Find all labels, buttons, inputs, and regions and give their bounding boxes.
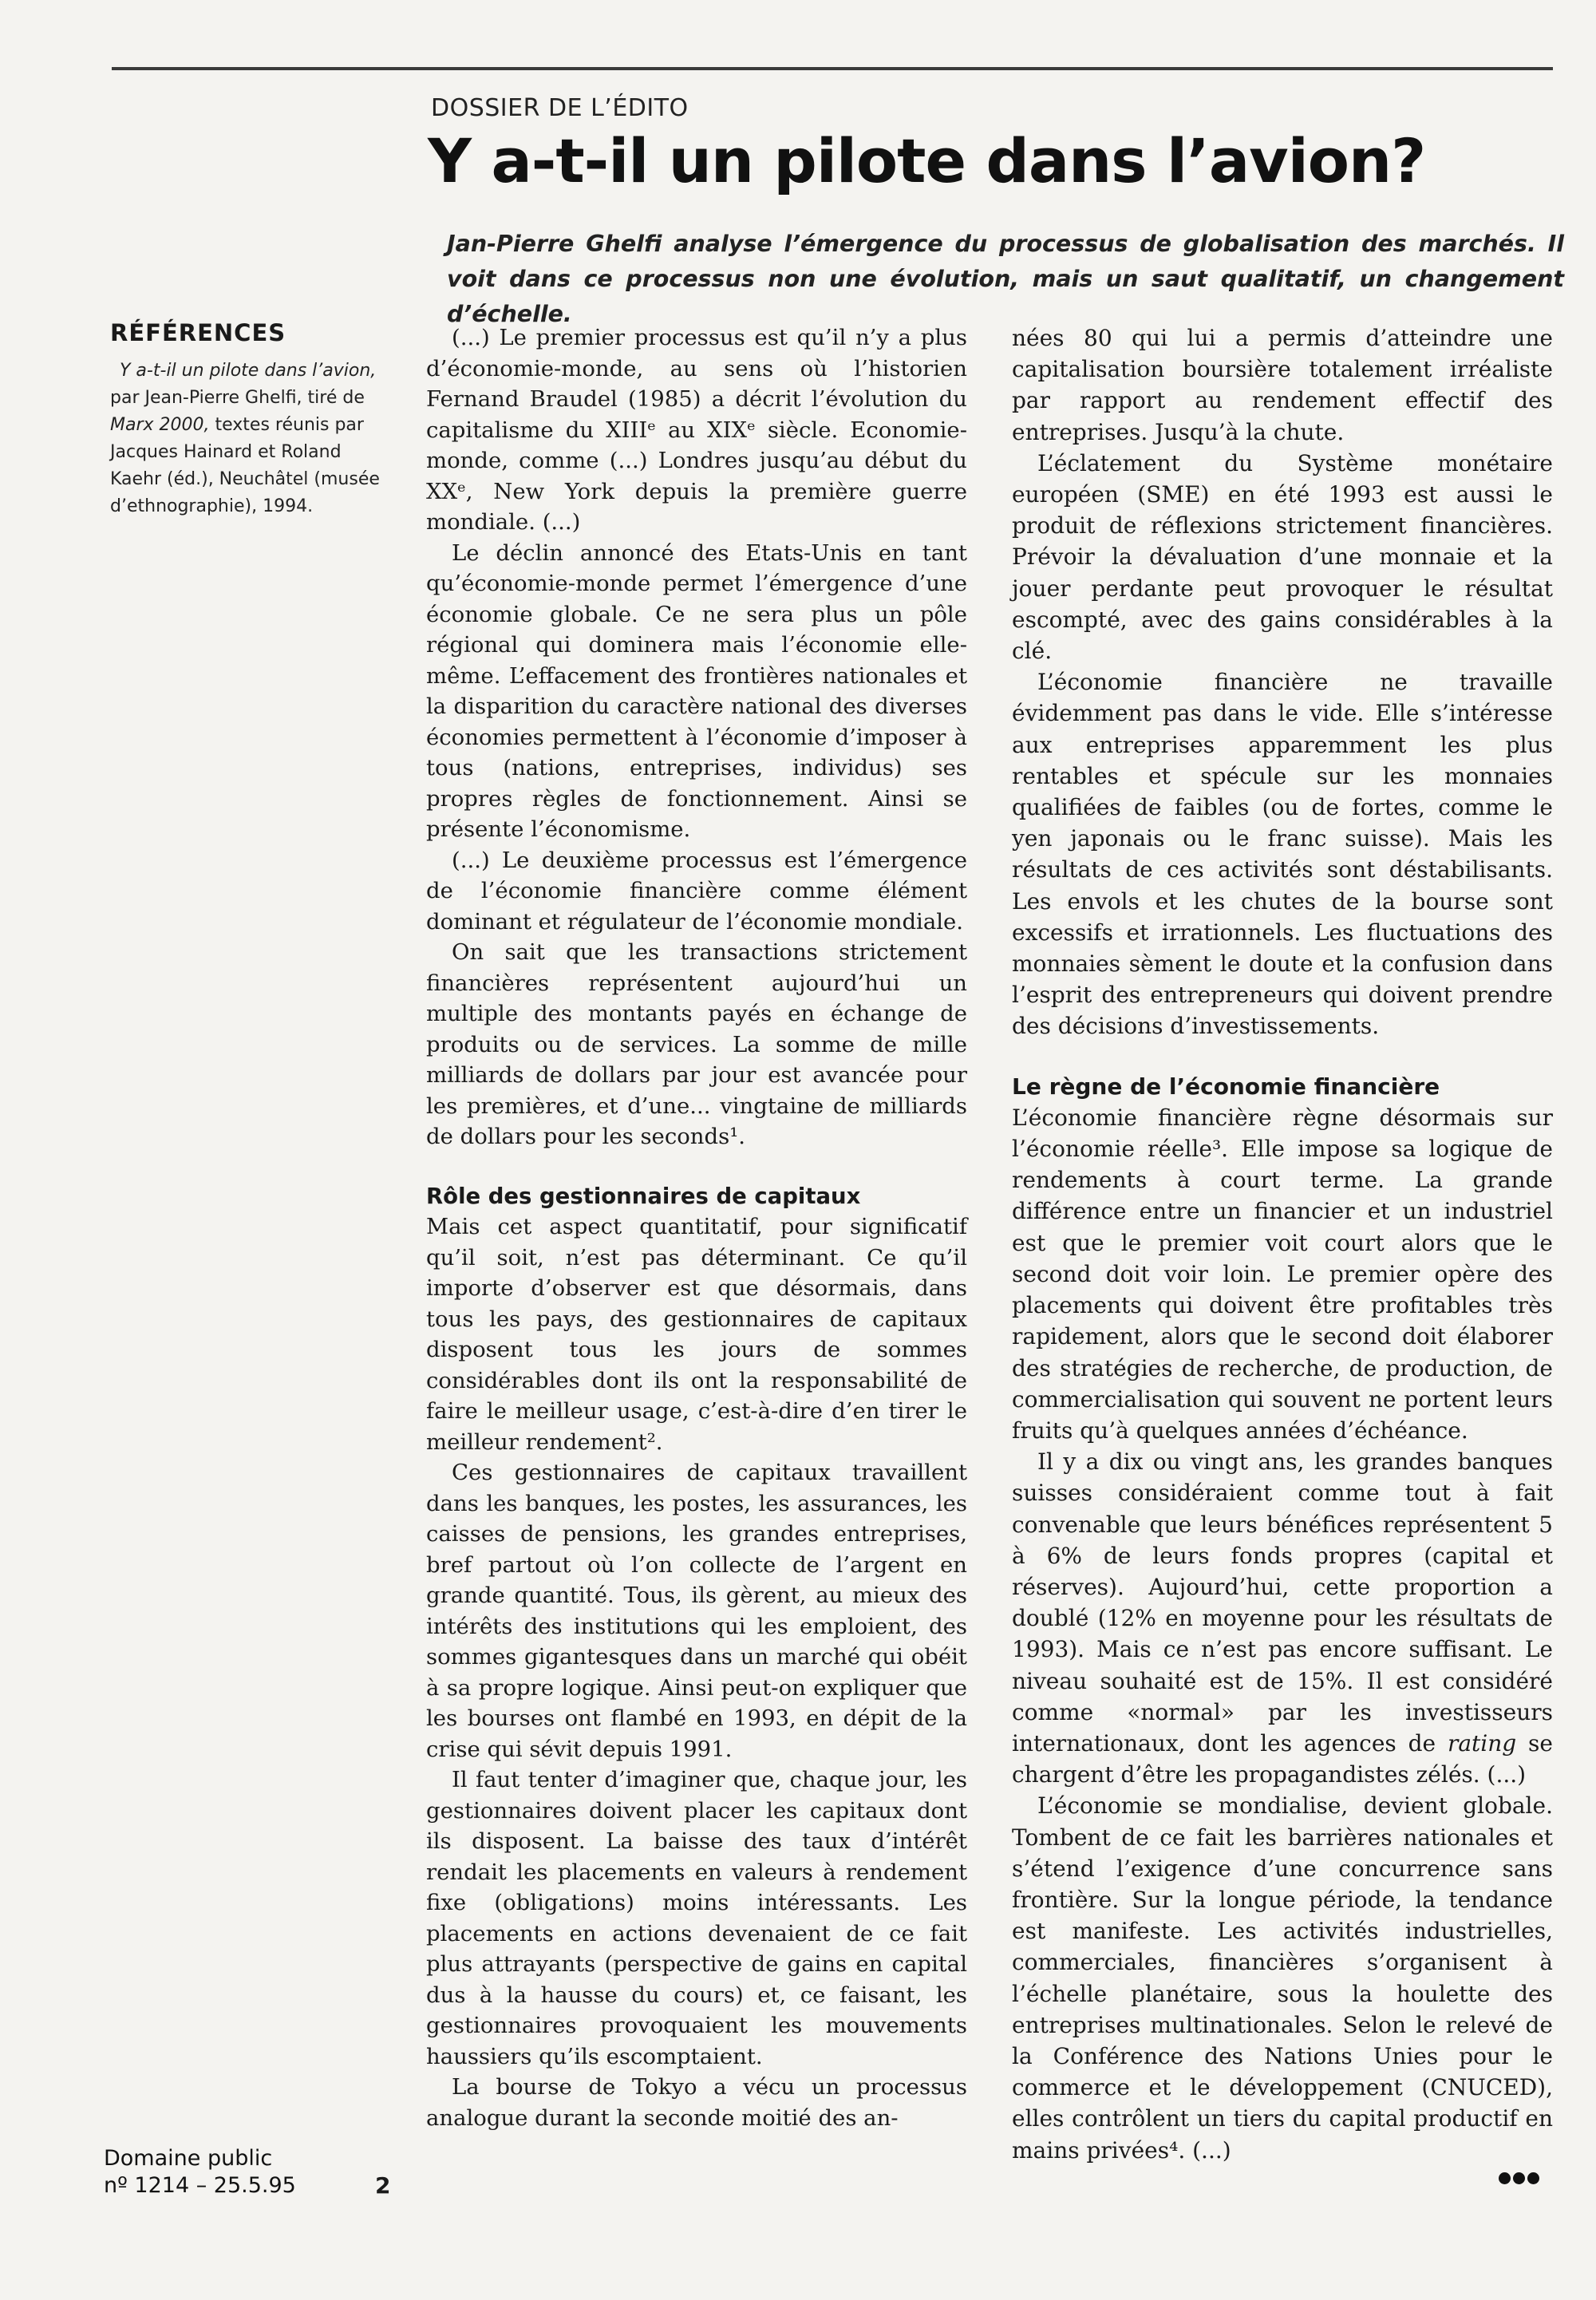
right-text-column (1012, 322, 1553, 2206)
section-kicker: DOSSIER DE L’ÉDITO (431, 94, 689, 122)
end-of-article-icon (1499, 2172, 1547, 2188)
section-heading: Le règne de l’économie financière (1012, 1073, 1440, 1100)
paragraph-italic-term: rating (1447, 1729, 1517, 1757)
paragraph: La bourse de Tokyo a vécu un processus analogue durant la seconde moitié des an- (426, 2074, 967, 2131)
page-number: 2 (375, 2172, 391, 2199)
paragraph: (...) Le deuxième processus est l’émergence de l’économie financière comme élément dominant et régulateur de l’économie mondiale. (426, 847, 967, 935)
article-standfirst: Jan-Pierre Ghelfi analyse l’émergence du processus de globalisation des marchés. Il voit dans ce processus non une évolution, mais un saut qualitatif, un changement d’échelle. (447, 231, 1564, 327)
paragraph: Ces gestionnaires de capitaux travaillent dans les banques, les postes, les assurances, les caisses de pensions, les grandes entreprises, bref partout où l’on collecte de l’argent en grande quantité. Tous, ils gèrent, au mieux des intérêts des institutions qui les emploient, des sommes gigantesques dans un marché qui obéit à sa propre logique. Ainsi peut-on expliquer que les bourses ont flambé en 1993, en dépit de la crise qui sévit depuis 1991. (426, 1460, 967, 1762)
paragraph: L’économie se mondialise, devient globale. Tombent de ce fait les barrières nationales et s’étend l’exigence d’une concurrence sans frontière. Sur la longue période, la tendance est manifeste. Les activités industrielles, commerciales, financières s’organisent à l’échelle planétaire, sous la houlette des entreprises multinationales. Selon le relevé de la Conférence des Nations Unies pour le commerce et le développement (CNUCED), elles contrôlent un tiers du capital productif en mains privées⁴. (...) (1012, 1792, 1553, 2164)
paragraph-text: Il y a dix ou vingt ans, les grandes banques suisses considéraient comme tout à fait convenable que leurs bénéfices représentent 5 à 6% de leurs fonds propres (capital et réserves). Aujourd’hui, cette proportion a doublé (12% en moyenne pour les résultats de 1993). Mais ce n’est pas encore suffisant. Le niveau souhaité est de 15%. Il est considéré comme «normal» par les investisseurs internationaux, dont les agences de (1012, 1448, 1553, 1757)
section-heading: Rôle des gestionnaires de capitaux (426, 1183, 861, 1209)
left-text-column (426, 322, 967, 2206)
reference-work-title: Y a-t-il un pilote dans l’avion, (120, 361, 377, 381)
paragraph: Mais cet aspect quantitatif, pour significatif qu’il soit, n’est pas déterminant. Ce qu’il importe d’observer est que désormais, dans tous les pays, des gestionnaires de capitaux disposent tous les jours de sommes considérables dont ils ont la responsabilité de faire le meilleur usage, c’est-à-dire d’en tirer le meilleur rendement². (426, 1214, 967, 1455)
paragraph: L’éclatement du Système monétaire européen (SME) en été 1993 est aussi le produit de réflexions strictement financières. Prévoir la dévaluation d’une monnaie et la jouer perdante peut provoquer le résultat escompté, avec des gains considérables à la clé. (1012, 449, 1553, 665)
publication-name: Domaine public (104, 2146, 273, 2171)
publication-footer (104, 2145, 296, 2199)
reference-source-title: Marx 2000, (110, 415, 210, 435)
issue-number: nº 1214 – 25.5.95 (104, 2173, 296, 2198)
top-rule (112, 67, 1553, 70)
references-heading: RÉFÉRENCES (110, 319, 286, 346)
paragraph: Le déclin annoncé des Etats-Unis en tant qu’économie-monde permet l’émergence d’une économie globale. Ce ne sera plus un pôle régional qui dominera mais l’économie elle-même. L’effacement des frontières nationales et la disparition du caractère national des diverses économies permettent à l’économie d’imposer à tous (nations, entreprises, individus) ses propres règles de fonctionnement. Ainsi se présente l’économisme. (426, 539, 967, 842)
article-title: Y a-t-il un pilote dans l’avion? (428, 125, 1426, 196)
references-text (110, 358, 381, 520)
paragraph: (...) Le premier processus est qu’il n’y a plus d’économie-monde, au sens où l’historien Fernand Braudel (1985) a décrit l’évolution du capitalisme du XIIIᵉ au XIXᵉ siècle. Economie-monde, comme (...) Londres jusqu’au début du XXᵉ, New York depuis la première guerre mondiale. (...) (426, 325, 967, 535)
references-sidebar (110, 319, 381, 520)
paragraph (1012, 1446, 1553, 1790)
reference-text-2: textes réunis par Jacques Hainard et Roland Kaehr (éd.), Neuchâtel (musée d’ethnographie), 1994. (110, 415, 380, 516)
paragraph: nées 80 qui lui a permis d’atteindre une capitalisation boursière totalement irréaliste par rapport au rendement effectif des entreprises. Jusqu’à la chute. (1012, 325, 1553, 445)
paragraph: Il faut tenter d’imaginer que, chaque jour, les gestionnaires doivent placer les capitaux dont ils disposent. La baisse des taux d’intérêt rendait les placements en valeurs à rendement fixe (obligations) moins intéressants. Les placements en actions devenaient de ce fait plus attrayants (perspective de gains en capital dus à la hausse du cours) et, ce faisant, les gestionnaires provoquaient les mouvements haussiers qu’ils escomptaient. (426, 1767, 967, 2069)
reference-text-1: par Jean-Pierre Ghelfi, tiré de (110, 388, 365, 408)
paragraph: L’économie financière ne travaille évidemment pas dans le vide. Elle s’intéresse aux entreprises apparemment les plus rentables et spécule sur les monnaies qualifiées de faibles (ou de fortes, comme le yen japonais ou le franc suisse). Mais les résultats de ces activités sont déstabilisants. Les envols et les chutes de la bourse sont excessifs et irrationnels. Les fluctuations des monnaies sèment le doute et la confusion dans l’esprit des entrepreneurs qui doivent prendre des décisions d’investissements. (1012, 669, 1553, 1040)
paragraph: On sait que les transactions strictement financières représentent aujourd’hui un multiple des montants payés en échange de produits ou de services. La somme de mille milliards de dollars par jour est avancée pour les premières, et d’une... vingtaine de milliards de dollars pour les seconds¹. (426, 939, 967, 1149)
paragraph-text: se chargent d’être les propagandistes zélés. (...) (1012, 1729, 1553, 1788)
paragraph: L’économie financière règne désormais sur l’économie réelle³. Elle impose sa logique de rendements à court terme. La grande différence entre un financier et un industriel est que le premier voit court alors que le second doit voir loin. Le premier opère des placements qui doivent être profitables très rapidement, alors que le second doit élaborer des stratégies de recherche, de production, de commercialisation qui souvent ne portent leurs fruits qu’à quelques années d’échéance. (1012, 1104, 1553, 1444)
